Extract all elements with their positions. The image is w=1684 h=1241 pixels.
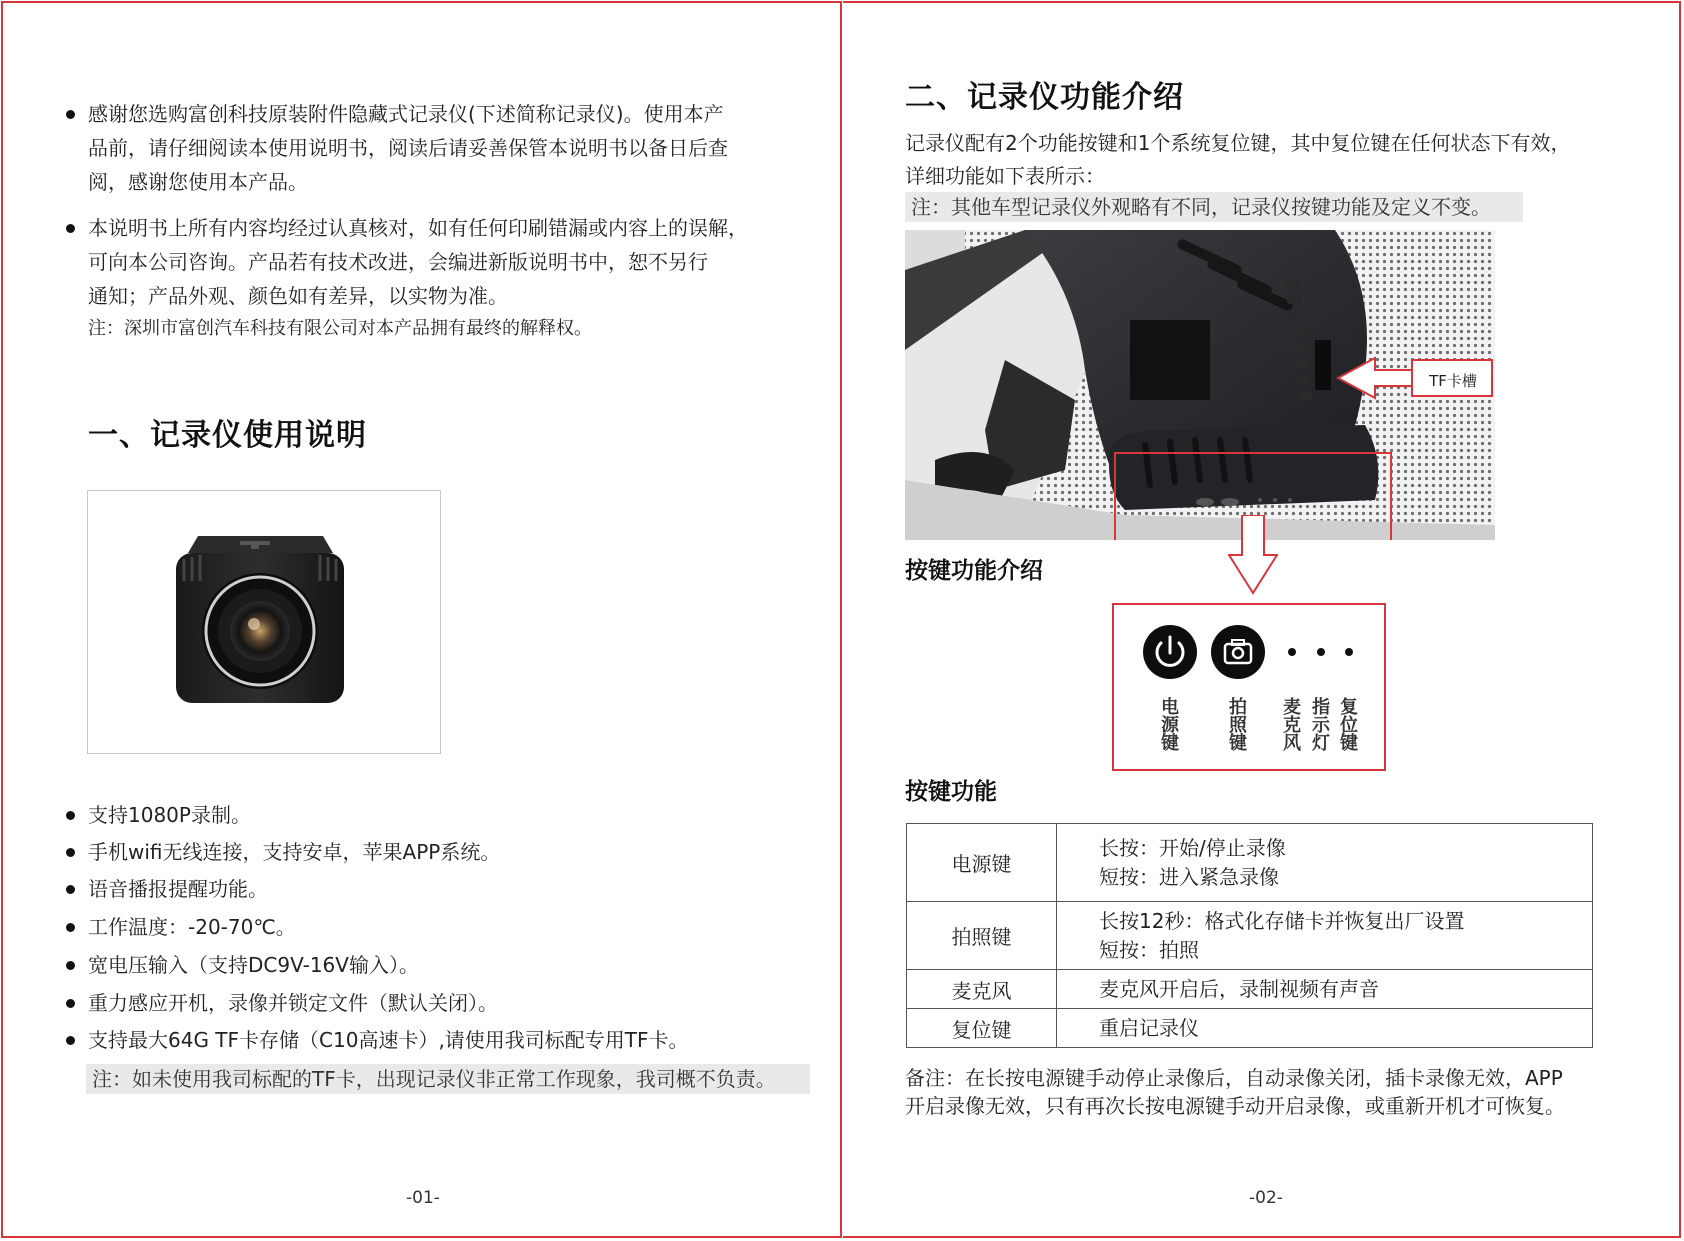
section-1-title: 一、记录仪使用说明	[88, 418, 367, 453]
table-value-line: 长按12秒：格式化存储卡并恢复出厂设置	[1099, 908, 1465, 933]
table-row	[907, 902, 1593, 970]
bullet-icon	[66, 848, 75, 857]
bullet-icon	[66, 110, 75, 119]
feature-text: 手机wifi无线连接，支持安卓，苹果APP系统。	[88, 840, 501, 864]
intro-1-line-2: 品前，请仔细阅读本使用说明书，阅读后请妥善保管本说明书以备日后查	[88, 136, 728, 160]
power-icon	[1143, 625, 1197, 679]
feature-item	[88, 1028, 689, 1052]
table-row	[907, 1009, 1593, 1048]
button-diagram	[1112, 603, 1386, 771]
table-key-cell: 电源键	[907, 824, 1057, 902]
table-value-line: 长按：开始/停止录像	[1099, 835, 1286, 860]
features-note: 注：如未使用我司标配的TF卡，出现记录仪非正常工作现象，我司概不负责。	[86, 1064, 810, 1094]
section-2-title: 二、记录仪功能介绍	[905, 80, 1184, 115]
feature-item	[88, 803, 251, 827]
dashcam-illustration	[88, 491, 440, 753]
table-value-line: 麦克风开启后，录制视频有声音	[1099, 976, 1379, 1001]
table-row	[907, 970, 1593, 1009]
bullet-icon	[66, 923, 75, 932]
intro-note: 注：深圳市富创汽车科技有限公司对本产品拥有最终的解释权。	[88, 318, 592, 339]
feature-text: 宽电压输入（支持DC9V-16V输入）。	[88, 953, 419, 977]
feature-text: 语音播报提醒功能。	[88, 877, 268, 901]
table-value-cell	[1057, 970, 1593, 1009]
intro-2-line-2: 可向本公司咨询。产品若有技术改进，会编进新版说明书中，恕不另行	[88, 250, 708, 274]
indicator-light	[1317, 648, 1325, 656]
page-1-number: -01-	[406, 1188, 440, 1208]
intro-1-line-3: 阅，感谢您使用本产品。	[88, 170, 308, 194]
bullet-icon	[66, 811, 75, 820]
remark	[905, 1064, 1625, 1120]
photo-button	[1211, 625, 1265, 679]
table-value-cell	[1057, 824, 1593, 902]
table-key-cell: 复位键	[907, 1009, 1057, 1048]
bullet-icon	[66, 885, 75, 894]
page-2-number: -02-	[1249, 1188, 1283, 1208]
feature-text: 工作温度：-20-70℃。	[88, 915, 296, 939]
feature-item	[88, 991, 498, 1015]
feature-text: 支持最大64G TF卡存储（C10高速卡）,请使用我司标配专用TF卡。	[88, 1028, 689, 1052]
power-button	[1143, 625, 1197, 679]
feature-text: 支持1080P录制。	[88, 803, 251, 827]
function-intro-line-2: 详细功能如下表所示：	[905, 164, 1105, 188]
intro-2-line-1: 本说明书上所有内容均经过认真核对，如有任何印刷错漏或内容上的误解，	[88, 216, 748, 240]
function-intro	[905, 127, 1605, 193]
bullet-icon	[66, 999, 75, 1008]
windshield-dashcam-illustration	[905, 230, 1495, 540]
bullet-icon	[66, 1036, 75, 1045]
microphone-hole	[1288, 648, 1296, 656]
label-microphone: 麦 克 风	[1283, 697, 1301, 754]
table-value-cell	[1057, 902, 1593, 970]
table-value-cell	[1057, 1009, 1593, 1048]
table-key-cell: 拍照键	[907, 902, 1057, 970]
feature-item	[88, 840, 500, 864]
key-function-table	[906, 823, 1593, 1048]
table-key-cell: 麦克风	[907, 970, 1057, 1009]
label-photo-key: 拍 照 键	[1229, 697, 1247, 754]
feature-item	[88, 877, 268, 901]
table-value-line: 短按：拍照	[1099, 937, 1199, 962]
tf-slot-callout-label: TF卡槽	[1429, 372, 1477, 390]
function-intro-line-1: 记录仪配有2个功能按键和1个系统复位键，其中复位键在任何状态下有效，	[905, 131, 1571, 155]
key-function-title: 按键功能	[905, 779, 997, 805]
camera-icon	[1211, 625, 1265, 679]
intro-paragraph-1	[88, 97, 778, 199]
label-reset-key: 复 位 键	[1340, 697, 1358, 754]
table-row	[907, 824, 1593, 902]
product-photo	[87, 490, 441, 754]
table-value-line: 短按：进入紧急录像	[1099, 864, 1279, 889]
intro-paragraph-2	[88, 211, 778, 313]
bullet-icon	[66, 961, 75, 970]
reset-hole	[1345, 648, 1353, 656]
table-value-line: 重启记录仪	[1099, 1015, 1199, 1040]
intro-2-line-3: 通知；产品外观、颜色如有差异，以实物为准。	[88, 284, 508, 308]
remark-line-1: 备注：在长按电源键手动停止录像后，自动录像关闭，插卡录像无效，APP	[905, 1066, 1563, 1090]
remark-line-2: 开启录像无效，只有再次长按电源键手动开启录像，或重新开机才可恢复。	[905, 1094, 1565, 1118]
intro-1-line-1: 感谢您选购富创科技原装附件隐藏式记录仪(下述简称记录仪)。使用本产	[88, 102, 724, 126]
feature-item	[88, 915, 296, 939]
appearance-note: 注：其他车型记录仪外观略有不同，记录仪按键功能及定义不变。	[905, 192, 1523, 222]
down-arrow-icon	[1228, 515, 1278, 595]
label-indicator: 指 示 灯	[1312, 697, 1330, 754]
label-power-key: 电 源 键	[1161, 697, 1179, 754]
feature-text: 重力感应开机，录像并锁定文件（默认关闭）。	[88, 991, 498, 1015]
buttons-intro-title: 按键功能介绍	[905, 558, 1043, 584]
device-photo	[905, 230, 1495, 540]
feature-item	[88, 953, 419, 977]
bullet-icon	[66, 224, 75, 233]
